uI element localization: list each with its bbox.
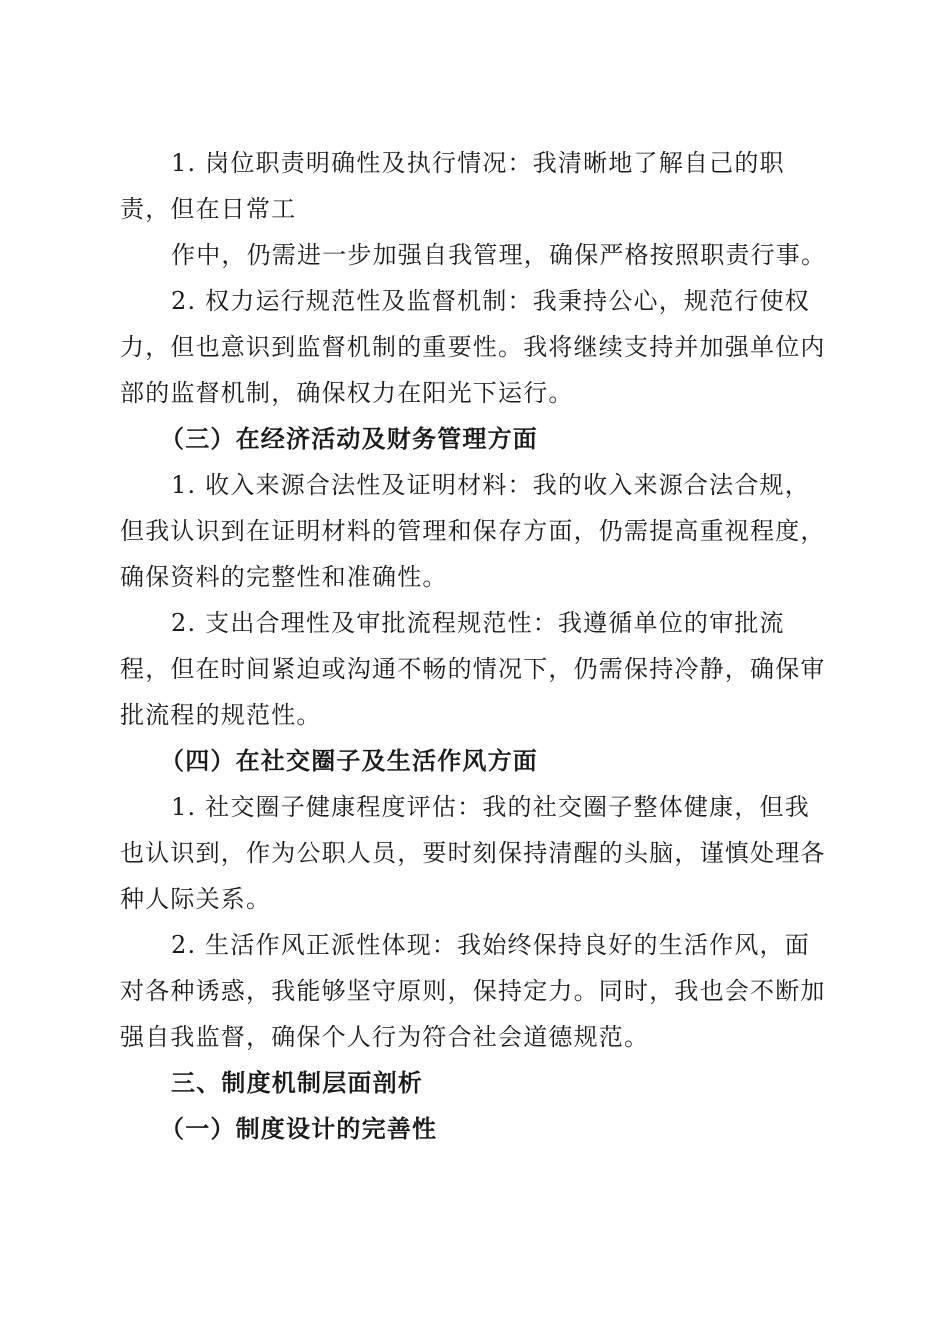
heading-social-circle: （四）在社交圈子及生活作风方面 (160, 747, 538, 775)
heading-system-design: （一）制度设计的完善性 (160, 1115, 438, 1143)
paragraph-life-style: 2. 生活作风正派性体现：我始终保持良好的生活作风，面对各种诱惑，我能够坚守原则，保持定力。同时，我也会不断加强自我监督，确保个人行为符合社会道德规范。 (120, 931, 826, 1051)
paragraph-job-duty-line2: 作中，仍需进一步加强自我管理，确保严格按照职责行事。 (171, 241, 827, 269)
paragraph-expense-approval: 2. 支出合理性及审批流程规范性：我遵循单位的审批流程，但在时间紧迫或沟通不畅的情况下，仍需保持冷静，确保审批流程的规范性。 (120, 609, 826, 729)
paragraph-power-operation: 2. 权力运行规范性及监督机制：我秉持公心，规范行使权力，但也意识到监督机制的重要性。我将继续支持并加强单位内部的监督机制，确保权力在阳光下运行。 (120, 287, 826, 407)
document-body (120, 140, 835, 1152)
paragraph-social-circle: 1. 社交圈子健康程度评估：我的社交圈子整体健康，但我也认识到，作为公职人员，要时刻保持清醒的头脑，谨慎处理各种人际关系。 (120, 793, 826, 913)
paragraph-job-duty-line1: 1. 岗位职责明确性及执行情况：我清晰地了解自己的职责，但在日常工 (120, 149, 785, 223)
heading-economic-activities: （三）在经济活动及财务管理方面 (160, 425, 538, 453)
paragraph-income-source: 1. 收入来源合法性及证明材料：我的收入来源合法合规，但我认识到在证明材料的管理和保存方面，仍需提高重视程度，确保资料的完整性和准确性。 (120, 471, 826, 591)
heading-institutional-analysis: 三、制度机制层面剖析 (171, 1069, 423, 1097)
